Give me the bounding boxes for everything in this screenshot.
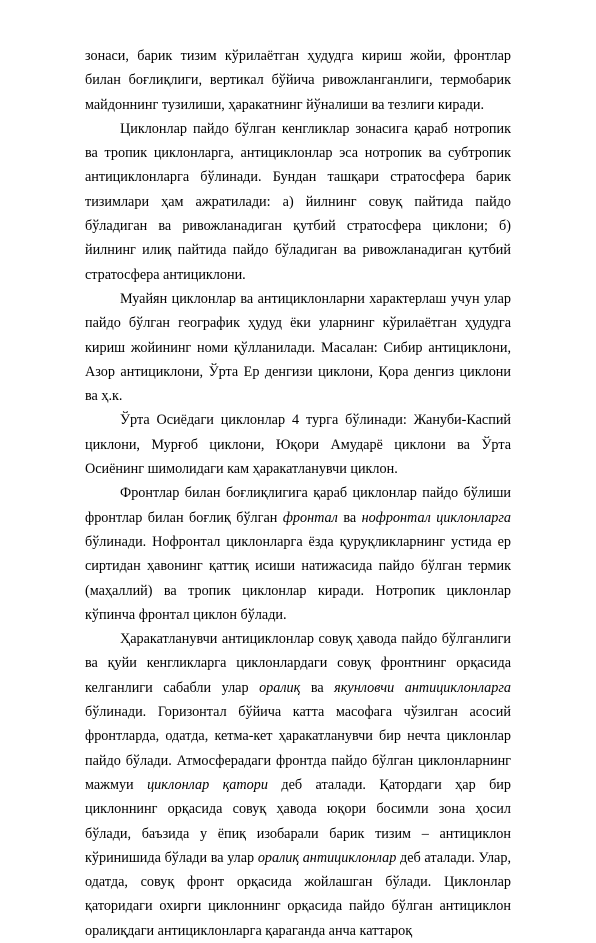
text-segment: деб аталади. Қатордаги ҳар бир циклоннинг орқасида совуқ ҳавода юқори босимли зона ҳосил бўлади, баъзида у ёпиқ изобарали барик тизим – антициклон кўринишида бўлади ва улар (85, 776, 511, 866)
emphasized-term: оралиқ антициклонлар (257, 849, 397, 866)
text-segment: Муайян циклонлар ва антициклонларни характерлаш учун улар пайдо бўлган географик ҳудуд ёки уларнинг кўрилаётган ҳудудга кириш жойининг номи қўлланилади. Масалан: Сибир антициклони, Азор антициклони, Ўрта Ер денгизи циклони, Қора денгиз циклони ва ҳ.к. (85, 290, 511, 405)
text-segment: Фронтлар билан боғлиқлигига қараб циклонлар пайдо бўлиши фронтлар билан боғлиқ бўлган (85, 485, 511, 526)
text-segment: Ҳаракатланувчи антициклонлар совуқ ҳавода пайдо бўлганлиги ва қуйи кенгликларга циклонлардаги совуқ фронтнинг орқасида келганлиги сабабли улар (85, 631, 511, 696)
text-segment: Циклонлар пайдо бўлган кенгликлар зонасига қараб нотропик ва тропик циклонларга, антициклонлар эса нотропик ва субтропик антициклонларга бўлинади. Бундан ташқари стратосфера барик тизимлари ҳам ажратилади: а) йилнинг совуқ пайтида пайдо бўладиган ва ривожланадиган қутбий стратосфера циклони; б) йилнинг илиқ пайтида пайдо бўладиган ва ривожланадиган қутбий стратосфера антициклони. (85, 120, 511, 283)
text-segment: бўлинади. Горизонтал бўйича катта масофага чўзилган асосий фронтларда, одатда, кетма-кет ҳаракатланувчи бир нечта циклонлар пайдо бўлади. Атмосферадаги фронтда пайдо бўлган циклонларнинг мажмуи (85, 704, 511, 793)
emphasized-term: якунловчи антициклонларга (334, 679, 511, 696)
emphasized-term: нофронтал циклонларга (361, 509, 512, 526)
emphasized-term: оралиқ (259, 679, 301, 696)
document-body (85, 44, 511, 943)
text-segment: зонаси, барик тизим кўрилаётган ҳудудга кириш жойи, фронтлар билан боғлиқлиги, вертикал бўйича ривожланганлиги, термобарик майдоннинг тузилиши, ҳаракатнинг йўналиши ва тезлиги киради. (85, 48, 511, 113)
paragraph (85, 481, 511, 627)
text-segment: ва (300, 679, 335, 696)
text-segment: деб аталади. Улар, одатда, совуқ фронт орқасида жойлашган бўлади. Циклонлар қаторидаги охирги циклоннинг орқасида пайдо бўлган антициклон оралиқдаги антициклонларга қараганда анча каттароқ (85, 849, 511, 939)
paragraph (85, 287, 511, 408)
text-segment: ва (337, 509, 362, 526)
text-segment: Ўрта Осиёдаги циклонлар 4 турга бўлинади: Жануби-Каспий циклони, Мурғоб циклони, Юқори Амударё циклони ва Ўрта Осиёнинг шимолидаги кам ҳаракатланувчи циклон. (85, 412, 511, 478)
text-segment: бўлинади. Нофронтал циклонларга ёзда қуруқликларнинг устида ер сиртидан ҳавонинг қаттиқ исиши натижасида пайдо бўлган термик (маҳаллий) ва тропик циклонлар киради. Нотропик циклонлар кўпинча фронтал циклон бўлади. (85, 533, 511, 623)
emphasized-term: фронтал (282, 509, 338, 526)
paragraph (85, 117, 511, 287)
paragraph (85, 627, 511, 943)
emphasized-term: циклонлар қатори (147, 776, 268, 793)
paragraph (85, 408, 511, 481)
paragraph (85, 44, 511, 117)
